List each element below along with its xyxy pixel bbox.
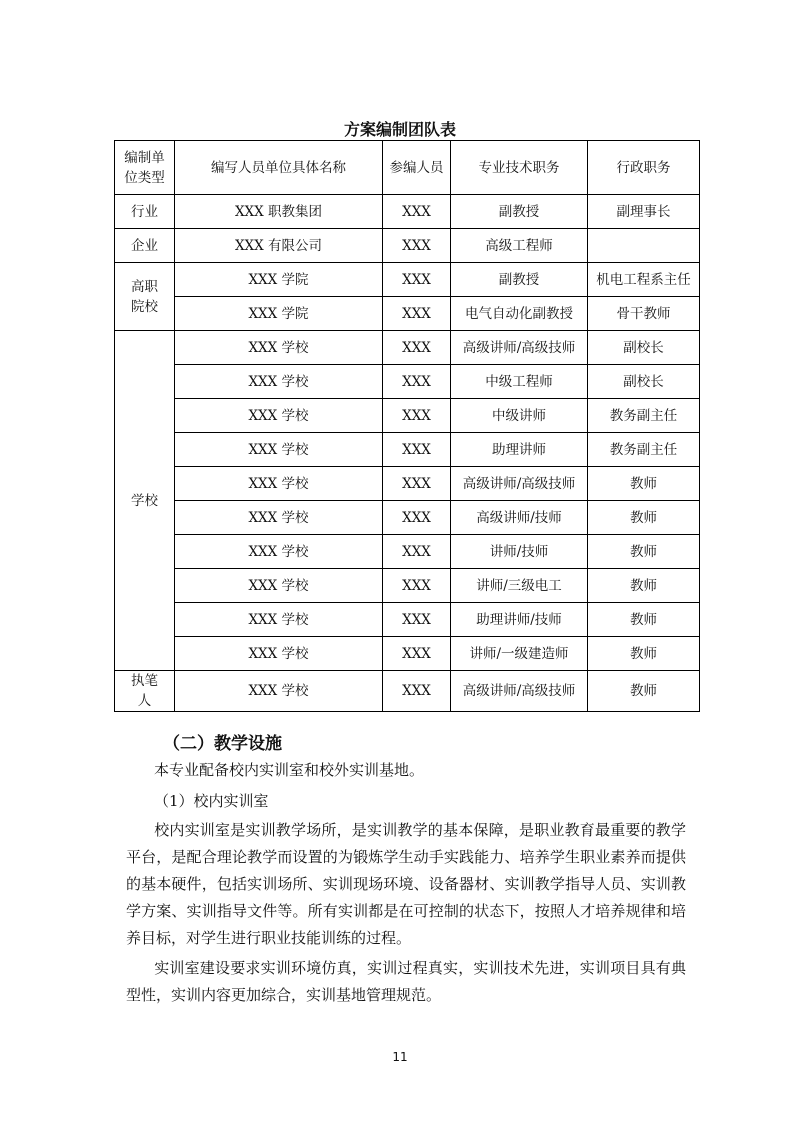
admin-title-cell: 教务副主任 xyxy=(588,433,700,467)
paragraph-subheading-text: （1）校内实训室 xyxy=(154,792,269,810)
member-cell: XXX xyxy=(383,229,451,263)
tech-title-cell: 讲师/一级建造师 xyxy=(451,637,588,671)
tech-title-cell: 高级工程师 xyxy=(451,229,588,263)
unit-name-cell: XXX 学院 xyxy=(175,263,383,297)
unit-name-cell: XXX 有限公司 xyxy=(175,229,383,263)
tech-title-cell: 中级讲师 xyxy=(451,399,588,433)
table-row xyxy=(115,331,700,365)
column-header: 编制单位类型 xyxy=(115,141,175,195)
admin-title-cell: 教师 xyxy=(588,671,700,712)
admin-title-cell xyxy=(588,229,700,263)
table-row xyxy=(115,569,700,603)
table-title: 方案编制团队表 xyxy=(343,120,456,139)
admin-title-cell: 副理事长 xyxy=(588,195,700,229)
member-cell: XXX xyxy=(383,501,451,535)
paragraph-body-1-text: 校内实训室是实训教学场所，是实训教学的基本保障，是职业教育最重要的教学平台，是配合理论教学而设置的为锻炼学生动手实践能力、培养学生职业素养而提供的基本硬件，包括实训场所、实训现场环境、设备器材、实训教学指导人员、实训教学方案、实训指导文件等。所有实训都是在可控制的状态下，按照人才培养规律和培养目标，对学生进行职业技能训练的过程。 xyxy=(126,821,686,947)
paragraph-intro-text: 本专业配备校内实训室和校外实训基地。 xyxy=(154,761,425,779)
admin-title-cell: 教务副主任 xyxy=(588,399,700,433)
unit-name-cell: XXX 学校 xyxy=(175,467,383,501)
paragraph-intro xyxy=(126,757,686,784)
table-row xyxy=(115,263,700,297)
member-cell: XXX xyxy=(383,535,451,569)
unit-name-cell: XXX 学校 xyxy=(175,501,383,535)
member-cell: XXX xyxy=(383,671,451,712)
tech-title-cell: 高级讲师/高级技师 xyxy=(451,467,588,501)
table-row xyxy=(115,433,700,467)
member-cell: XXX xyxy=(383,637,451,671)
admin-title-cell: 教师 xyxy=(588,467,700,501)
paragraph-body-2-text: 实训室建设要求实训环境仿真，实训过程真实，实训技术先进，实训项目具有典型性，实训内容更加综合，实训基地管理规范。 xyxy=(126,959,686,1004)
column-header: 参编人员 xyxy=(383,141,451,195)
tech-title-cell: 副教授 xyxy=(451,195,588,229)
tech-title-cell: 助理讲师 xyxy=(451,433,588,467)
member-cell: XXX xyxy=(383,365,451,399)
admin-title-cell: 骨干教师 xyxy=(588,297,700,331)
tech-title-cell: 讲师/三级电工 xyxy=(451,569,588,603)
table-row xyxy=(115,297,700,331)
unit-name-cell: XXX 学院 xyxy=(175,297,383,331)
paragraph-subheading xyxy=(126,788,686,815)
unit-type-cell: 高职院校 xyxy=(115,263,175,331)
column-header: 专业技术职务 xyxy=(451,141,588,195)
member-cell: XXX xyxy=(383,433,451,467)
member-cell: XXX xyxy=(383,195,451,229)
unit-name-cell: XXX 学校 xyxy=(175,637,383,671)
unit-type-cell: 行业 xyxy=(115,195,175,229)
admin-title-cell: 副校长 xyxy=(588,331,700,365)
member-cell: XXX xyxy=(383,569,451,603)
tech-title-cell: 副教授 xyxy=(451,263,588,297)
paragraph-body-1 xyxy=(126,817,686,952)
unit-name-cell: XXX 学校 xyxy=(175,671,383,712)
unit-name-cell: XXX 学校 xyxy=(175,399,383,433)
member-cell: XXX xyxy=(383,263,451,297)
section-heading: （二）教学设施 xyxy=(163,734,282,754)
unit-name-cell: XXX 学校 xyxy=(175,569,383,603)
table-row xyxy=(115,229,700,263)
unit-type-cell: 学校 xyxy=(115,331,175,671)
paragraph-body-2 xyxy=(126,955,686,1009)
tech-title-cell: 高级讲师/高级技师 xyxy=(451,331,588,365)
unit-name-cell: XXX 学校 xyxy=(175,331,383,365)
member-cell: XXX xyxy=(383,297,451,331)
page-number: 11 xyxy=(392,1050,408,1064)
unit-type-cell: 企业 xyxy=(115,229,175,263)
column-header: 行政职务 xyxy=(588,141,700,195)
table-row xyxy=(115,501,700,535)
table-row xyxy=(115,637,700,671)
member-cell: XXX xyxy=(383,603,451,637)
member-cell: XXX xyxy=(383,399,451,433)
unit-name-cell: XXX 学校 xyxy=(175,433,383,467)
unit-name-cell: XXX 职教集团 xyxy=(175,195,383,229)
table-row xyxy=(115,535,700,569)
unit-name-cell: XXX 学校 xyxy=(175,535,383,569)
admin-title-cell: 教师 xyxy=(588,569,700,603)
tech-title-cell: 高级讲师/高级技师 xyxy=(451,671,588,712)
team-table xyxy=(114,140,700,712)
admin-title-cell: 教师 xyxy=(588,603,700,637)
admin-title-cell: 副校长 xyxy=(588,365,700,399)
table-row xyxy=(115,671,700,712)
table-row xyxy=(115,399,700,433)
table-row xyxy=(115,467,700,501)
unit-name-cell: XXX 学校 xyxy=(175,603,383,637)
unit-name-cell: XXX 学校 xyxy=(175,365,383,399)
column-header: 编写人员单位具体名称 xyxy=(175,141,383,195)
table-row xyxy=(115,603,700,637)
admin-title-cell: 教师 xyxy=(588,501,700,535)
tech-title-cell: 中级工程师 xyxy=(451,365,588,399)
admin-title-cell: 机电工程系主任 xyxy=(588,263,700,297)
tech-title-cell: 高级讲师/技师 xyxy=(451,501,588,535)
table-row xyxy=(115,365,700,399)
admin-title-cell: 教师 xyxy=(588,637,700,671)
unit-type-cell: 执笔人 xyxy=(115,671,175,712)
member-cell: XXX xyxy=(383,331,451,365)
member-cell: XXX xyxy=(383,467,451,501)
tech-title-cell: 讲师/技师 xyxy=(451,535,588,569)
tech-title-cell: 助理讲师/技师 xyxy=(451,603,588,637)
tech-title-cell: 电气自动化副教授 xyxy=(451,297,588,331)
admin-title-cell: 教师 xyxy=(588,535,700,569)
table-row xyxy=(115,195,700,229)
table-header-row xyxy=(115,141,700,195)
